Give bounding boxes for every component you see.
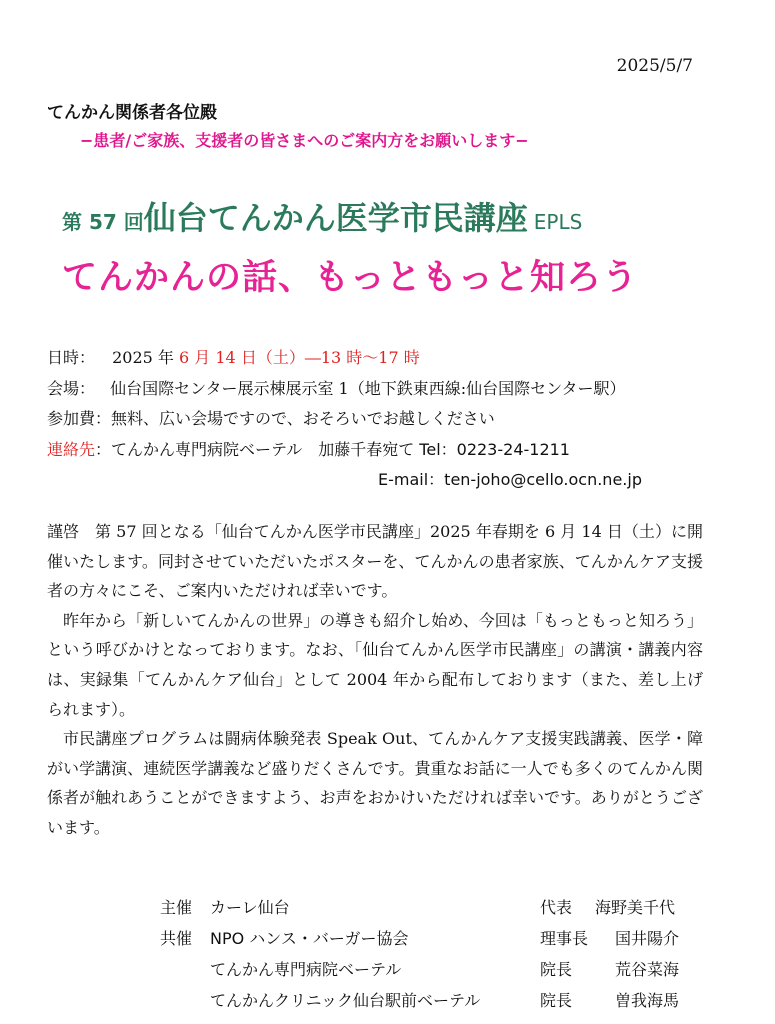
body-paragraph-3: 市民講座プログラムは闘病体験発表 Speak Out、てんかんケア支援実践講義、医学・障がい学講演、連続医学講義など盛りだくさんです。貴重なお話に一人でも多くのてんかん関係者が触れあうことができますよう、お声をおかけいただければ幸いです。ありがとうございます。 xyxy=(47,729,703,837)
datetime-value: 6 月 14 日（土）―13 時～17 時 xyxy=(179,348,420,367)
contact-row xyxy=(47,437,570,460)
fee-row xyxy=(47,406,495,429)
organizer-person: 荒谷菜海 xyxy=(615,960,680,979)
title-suffix: EPLS xyxy=(533,210,583,234)
body-paragraph-2: 昨年から「新しいてんかんの世界」の導きも紹介し始め、今回は「もっともっと知ろう」という呼びかけとなっております。なお、「仙台てんかん医学市民講座」の講演・講義内容は、実録集「てんかんケア仙台」として 2004 年から配布しております（また、差し上げられます）。 xyxy=(47,610,703,719)
request-line: −患者/ご家族、支援者の皆さまへのご案内方をお願いします− xyxy=(80,131,529,150)
organizer-name: カーレ仙台 xyxy=(210,898,290,917)
contact-email: E-mail：ten-joho@cello.ocn.ne.jp xyxy=(378,470,642,489)
contact-value: ：てんかん専門病院ベーテル 加藤千春宛て Tel：0223-24-1211 xyxy=(95,440,570,459)
organizer-title: 代表 xyxy=(540,898,573,917)
datetime-row xyxy=(47,345,420,368)
organizer-title: 院長 xyxy=(540,960,573,979)
contact-label: 連絡先 xyxy=(47,440,96,459)
datetime-year: 2025 年 xyxy=(112,348,174,367)
organizer-person: 曽我海馬 xyxy=(615,991,680,1010)
title-main: 仙台てんかん医学市民講座 xyxy=(143,199,528,237)
title-prefix: 第 57 回 xyxy=(62,210,144,234)
addressee: てんかん関係者各位殿 xyxy=(47,103,217,123)
organizer-name: てんかんクリニック仙台駅前ベーテル xyxy=(210,991,481,1010)
organizer-person: 海野美千代 xyxy=(595,898,676,917)
organizer-name: NPO ハンス・バーガー協会 xyxy=(210,929,409,948)
organizer-role: 主催 xyxy=(160,898,193,917)
fee-label: 参加費： xyxy=(47,409,112,428)
venue-row xyxy=(47,376,626,399)
event-subtitle: てんかんの話、もっともっと知ろう xyxy=(62,258,639,298)
venue-label: 会場： xyxy=(47,379,96,398)
organizer-name: てんかん専門病院ベーテル xyxy=(210,960,402,979)
letter-body xyxy=(47,517,703,843)
venue-value: 仙台国際センター展示棟展示室 1（地下鉄東西線:仙台国際センター駅） xyxy=(110,379,626,398)
body-paragraph-1: 謹啓 第 57 回となる「仙台てんかん医学市民講座」2025 年春期を 6 月 14 日（土）に開催いたします。同封させていただいたポスターを、てんかんの患者家族、てんかんケア支援者の方々にこそ、ご案内いただければ幸いです。 xyxy=(47,522,703,601)
organizer-title: 理事長 xyxy=(540,929,589,948)
organizer-person: 国井陽介 xyxy=(615,929,680,948)
organizer-title: 院長 xyxy=(540,991,573,1010)
organizer-role: 共催 xyxy=(160,929,193,948)
event-title xyxy=(62,193,582,239)
datetime-label: 日時： xyxy=(47,348,96,367)
letter-date: 2025/5/7 xyxy=(616,56,693,76)
fee-value: 無料、広い会場ですので、おそろいでお越しください xyxy=(111,409,495,428)
